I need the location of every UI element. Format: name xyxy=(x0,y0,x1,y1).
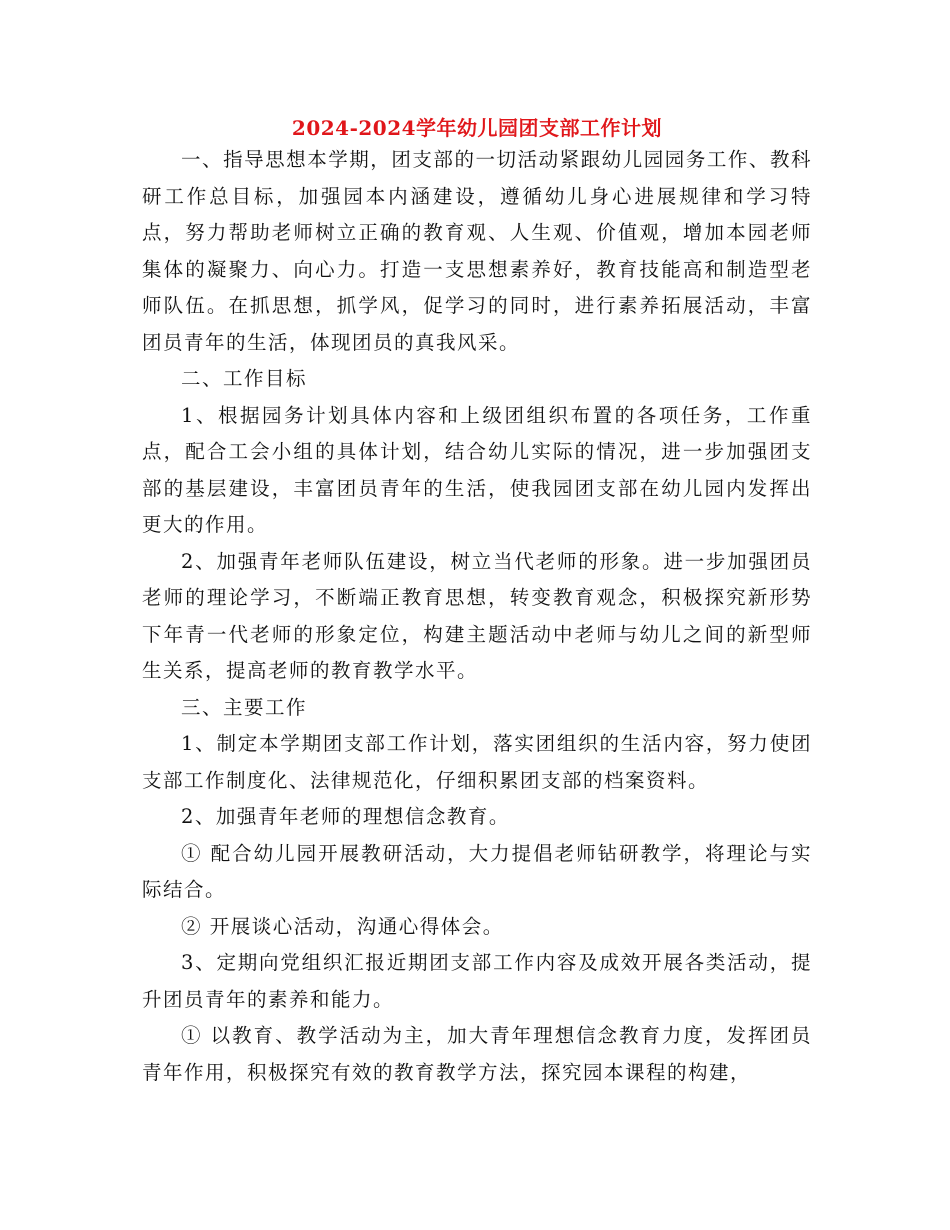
document-title: 2024-2024学年幼儿园团支部工作计划 xyxy=(291,116,663,140)
heading-main-work: 三、主要工作 xyxy=(181,695,308,719)
paragraph-work-3-item-1: ① 以教育、教学活动为主，加大青年理想信念教育力度，发挥团员青年作用，积极探究有效的教育教学方法，探究园本课程的构建， xyxy=(142,1024,812,1084)
paragraph-work-2: 2、加强青年老师的理想信念教育。 xyxy=(181,805,510,828)
paragraph-work-1: 1、制定本学期团支部工作计划，落实团组织的生活内容，努力使团支部工作制度化、法律规范化，仔细积累团支部的档案资料。 xyxy=(142,732,812,792)
paragraph-goal-1: 1、根据园务计划具体内容和上级团组织布置的各项任务，工作重点，配合工会小组的具体计划，结合幼儿实际的情况，进一步加强团支部的基层建设，丰富团员青年的生活，使我园团支部在幼儿园内发挥出更大的作用。 xyxy=(142,403,812,536)
paragraph-goal-2: 2、加强青年老师队伍建设，树立当代老师的形象。进一步加强团员老师的理论学习，不断端正教育思想，转变教育观念，积极探究新形势下年青一代老师的形象定位，构建主题活动中老师与幼儿之间的新型师生关系，提高老师的教育教学水平。 xyxy=(142,549,812,682)
paragraph-work-2-item-2: ② 开展谈心活动，沟通心得体会。 xyxy=(181,914,504,938)
document-body xyxy=(142,114,812,1091)
paragraph-work-3: 3、定期向党组织汇报近期团支部工作内容及成效开展各类活动，提升团员青年的素养和能力。 xyxy=(142,951,812,1011)
paragraph-guiding-ideology: 一、指导思想本学期，团支部的一切活动紧跟幼儿园园务工作、教科研工作总目标，加强园本内涵建设，遵循幼儿身心进展规律和学习特点，努力帮助老师树立正确的教育观、人生观、价值观，增加本园老师集体的凝聚力、向心力。打造一支思想素养好，教育技能高和制造型老师队伍。在抓思想，抓学风，促学习的同时，进行素养拓展活动，丰富团员青年的生活，体现团员的真我风采。 xyxy=(142,148,812,354)
heading-work-goals: 二、工作目标 xyxy=(181,367,308,390)
paragraph-work-2-item-1: ① 配合幼儿园开展教研活动，大力提倡老师钻研教学，将理论与实际结合。 xyxy=(142,841,812,901)
